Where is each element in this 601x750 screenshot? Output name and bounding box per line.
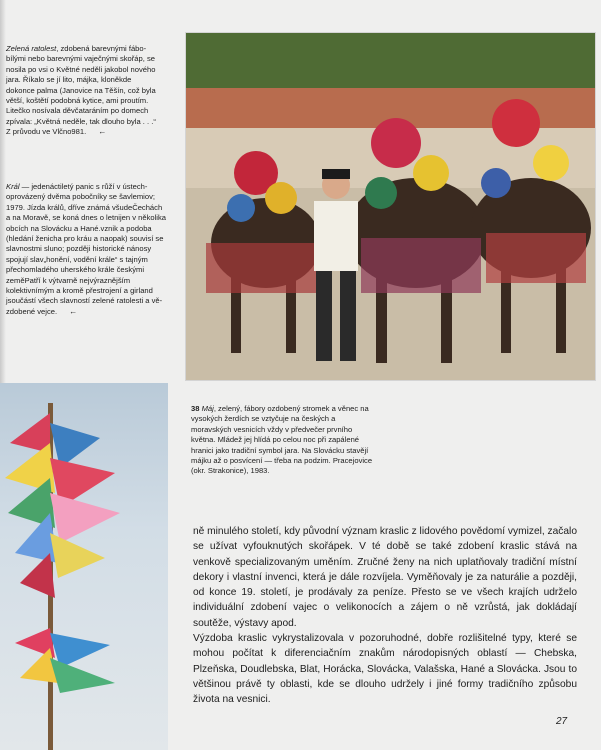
photo-maypole-illustration (0, 383, 168, 750)
caption-title: Zelená ratolest (6, 44, 57, 53)
photo-ride-of-kings-illustration (186, 33, 595, 380)
arrow-icon: ← (98, 127, 107, 137)
arrow-icon: ← (69, 306, 78, 316)
photo-ride-of-kings (185, 32, 596, 381)
caption-king (6, 182, 166, 317)
caption-number: 38 (191, 404, 200, 413)
body-paragraph: ně minulého století, kdy původní význam kraslic z lidového povědomí vymizel, začalo se užívat vyfouknutých skořápek. V té době se také zdobení kraslic stává na venkově specializovaným uměním. Zručné ženy na nich uplatňovaly tradiční místní dekory i vlastní invenci, která je dále rozvíjela. Vyměňovaly je za naturálie a později, od konce 19. století, je prodávaly za peníze. Přesto se ve všech krajích udrželo individuální zdobení vajec o velikonocích a zájem o ně vzrůstá, jak dokládají soutěže, výstavy apod. (193, 526, 577, 629)
caption-body: — jedenáctiletý panic s růží v ústechoprovázený dvěma pobočníky se šavlemiov; 1979. Jízda králů, dříve známá všudeČechách a na Moravě, se koná dnes o letnijen v několika obcích na Slovácku a Hané.vznik a podoba (hledání ženicha pro kráu a naopak) souvisí se slavnostmi sluno; později historické nánosy spojují slav„honění, vodění krále“ s tajným přechomladého uherského krále českými zeměPatří k výtvarně nejvýraznějším kolektivnímým a kromě přestrojení a girland jsoučástí všech slavností zelené ratolesti a vězdobené vejce. (6, 182, 166, 316)
page-number: 27 (556, 716, 568, 727)
caption-maypole (191, 404, 373, 477)
body-text (193, 524, 577, 708)
caption-green-branch (6, 44, 162, 138)
body-paragraph: Výzdoba kraslic vykrystalizovala v pozoruhodné, dobře rozlišitelné typy, které se mohou počítat k diferenciačním znakům národopisných oblastí — Chebska, Plzeňska, Doudlebska, Blat, Horácka, Slovácka, Valašska, Hané a Slovácka. Jsou to většinou právě ty oblasti, kde se dlouho udržely i jiné formy tradičního způsobu života na vesnici. (193, 633, 577, 706)
caption-title: Král (6, 182, 20, 191)
photo-maypole (0, 383, 168, 750)
caption-body: , zdobená barevnými fábobílými nebo barevnými vaječnými skořáp, se nosila po vsi o Květné neděli jakobol nového jara. Říkalo se jí lito, májka, kloněkde dokonce palma (Janovice na Těšín, což byla větší, koštětí podobná kytice, ami proutím. Litečko nosívala děvčataráním po domech zpívala: „Květná neděle, tak dlouho byla . . .“ Z průvodu ve Vlčno981. (6, 44, 156, 137)
caption-title: Máj (201, 404, 214, 413)
caption-body: , zelený, fábory ozdobený stromek a věnec na vysokých žerdích se vztyčuje na českých a moravských vesnicích vždy v předvečer prvního května. Mládež jej hlídá po celou noc při zapálené hranici jako tradiční symbol jara. Na Slovácku stavějí májku až o posvícení — třeba na podzim. Pracejovice (okr. Strakonice), 1983. (191, 404, 373, 476)
